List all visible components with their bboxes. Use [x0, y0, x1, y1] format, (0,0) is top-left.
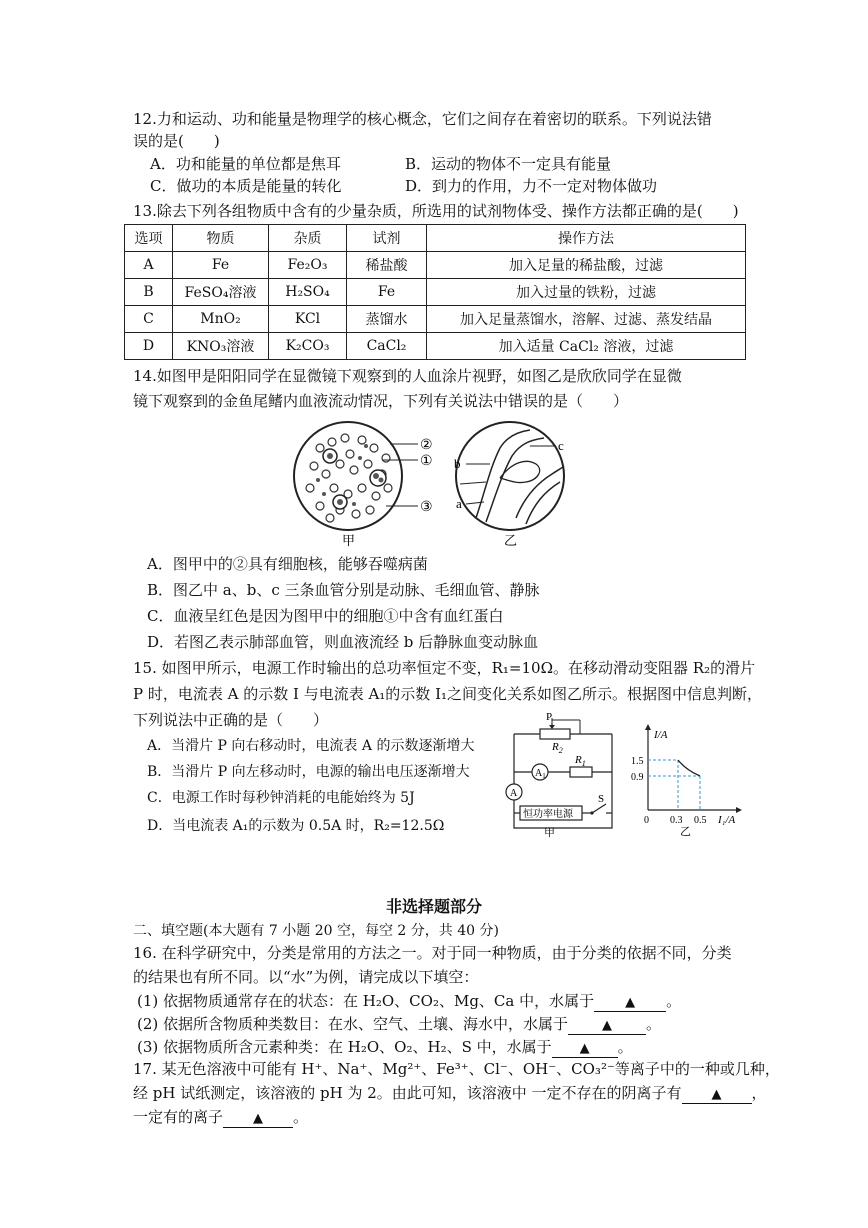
q15-graph — [628, 722, 748, 838]
q16-sub2 — [137, 1013, 661, 1035]
q12-stem-line1: 12.力和运动、功和能量是物理学的核心概念，它们之间存在着密切的联系。下列说法错 — [133, 110, 712, 128]
table-cell: Fe — [173, 252, 269, 279]
table-cell: MnO₂ — [173, 306, 269, 333]
label-s: S — [598, 793, 605, 805]
label-a: a — [456, 496, 462, 511]
label-c: c — [558, 438, 564, 453]
q15-option-b: B．当滑片 P 向左移动时，电源的输出电压逐渐增大 — [147, 764, 470, 780]
punct: 。 — [666, 992, 682, 1010]
graph-ylabel: I/A — [654, 729, 668, 741]
q14-stem-line1: 14.如图甲是阳阳同学在显微镜下观察到的人血涂片视野，如图乙是欣欣同学在显微 — [133, 367, 682, 385]
table-cell: Fe₂O₃ — [269, 252, 347, 279]
q17-line1: 17. 某无色溶液中可能有 H⁺、Na⁺、Mg²⁺、Fe³⁺、Cl⁻、OH⁻、CO₃²⁻等离子中的一种或几种， — [133, 1060, 780, 1078]
section-title: 非选择题部分 — [385, 897, 482, 916]
switch-s — [592, 804, 606, 813]
q14-option-a: A．图甲中的②具有细胞核，能够吞噬病菌 — [147, 555, 428, 573]
blood-smear-view — [294, 422, 433, 548]
table-cell: K₂CO₃ — [269, 333, 347, 360]
q14-figure — [290, 418, 590, 550]
punct: 。 — [646, 1015, 662, 1033]
answer-blank[interactable]: ▲ — [568, 1018, 646, 1035]
label-source: 恒功率电源 — [523, 809, 573, 820]
punct: 。 — [617, 1038, 633, 1056]
table-cell: CaCl₂ — [347, 333, 427, 360]
answer-blank[interactable]: ▲ — [552, 1041, 618, 1058]
punct: 。 — [293, 1108, 309, 1126]
table-cell: Fe — [347, 279, 427, 306]
graph-x-tick-2: 0.5 — [694, 815, 707, 826]
q14-option-b: B．图乙中 a、b、c 三条血管分别是动脉、毛细血管、静脉 — [147, 581, 540, 599]
answer-blank[interactable]: ▲ — [594, 995, 666, 1012]
q16-line1: 16. 在科学研究中，分类是常用的方法之一。对于同一种物质，由于分类的依据不同，分类 — [133, 944, 732, 962]
table-cell: 加入足量的稀盐酸，过滤 — [427, 252, 746, 279]
table-cell: KCl — [269, 306, 347, 333]
q14-option-d: D．若图乙表示肺部血管，则血液流经 b 后静脉血变动脉血 — [147, 633, 539, 651]
table-cell: D — [125, 333, 173, 360]
q12-option-b: B．运动的物体不一定具有能量 — [405, 155, 612, 173]
graph-x-tick-1: 0.3 — [670, 815, 683, 826]
label-circle-1: ① — [420, 454, 433, 469]
label-a1: $A_1$ — [535, 768, 546, 780]
punct: ， — [751, 1084, 767, 1102]
q12-option-d: D．到力的作用，力不一定对物体做功 — [405, 177, 658, 195]
header-cell: 选项 — [125, 225, 173, 252]
graph-x-tick-0: 0 — [644, 815, 649, 826]
table-cell: 加入足量蒸馏水，溶解、过滤、蒸发结晶 — [427, 306, 746, 333]
q15-option-d: D．当电流表 A₁的示数为 0.5A 时，R₂=12.5Ω — [147, 818, 445, 834]
q15-stem-line1: 15. 如图甲所示，电源工作时输出的总功率恒定不变，R₁=10Ω。在移动滑动变阻器 R₂的滑片 — [133, 659, 756, 677]
resistor-r2 — [540, 729, 570, 739]
label-slider-p: P — [546, 711, 553, 723]
q17-line2 — [133, 1082, 767, 1104]
q15-option-c: C．电源工作时每秒钟消耗的电能始终为 5J — [147, 790, 415, 806]
header-cell: 试剂 — [347, 225, 427, 252]
table-cell: 稀盐酸 — [347, 252, 427, 279]
q15-option-a: A．当滑片 P 向右移动时，电流表 A 的示数逐渐增大 — [147, 738, 475, 754]
part2-header: 二、填空题(本大题有 7 小题 20 空，每空 2 分，共 40 分) — [133, 923, 499, 939]
table-header-row — [125, 225, 746, 252]
q14-option-c: C．血液呈红色是因为图甲中的细胞①中含有血红蛋白 — [147, 607, 504, 625]
q16-sub3-text: (3) 依据物质所含元素种类：在 H₂O、O₂、H₂、S 中，水属于 — [137, 1038, 552, 1056]
table-cell: 蒸馏水 — [347, 306, 427, 333]
table-row — [125, 306, 746, 333]
q15-circuit-diagram — [500, 710, 628, 838]
graph-yi: 乙 — [680, 826, 691, 838]
q12-stem-line2: 误的是( ) — [133, 132, 220, 150]
label-circle-2: ② — [420, 438, 433, 453]
q15-stem-line2: P 时，电流表 A 的示数 I 与电流表 A₁的示数 I₁之间变化关系如图乙所示。根据图中信息判断， — [133, 685, 763, 703]
table-cell: KNO₃溶液 — [173, 333, 269, 360]
q12-option-c: C．做功的本质是能量的转化 — [150, 177, 342, 195]
q16-sub3 — [137, 1036, 633, 1058]
table-cell: B — [125, 279, 173, 306]
table-row — [125, 279, 746, 306]
label-b: b — [454, 456, 461, 471]
graph-y-tick-1: 1.5 — [631, 756, 644, 767]
table-cell: H₂SO₄ — [269, 279, 347, 306]
q15-stem-line3: 下列说法中正确的是（ ） — [133, 711, 329, 729]
graph-xlabel: I₁/A — [718, 814, 736, 826]
table-row — [125, 252, 746, 279]
table-cell: FeSO₄溶液 — [173, 279, 269, 306]
header-cell: 物质 — [173, 225, 269, 252]
table-cell: A — [125, 252, 173, 279]
graph-curve — [678, 760, 700, 776]
label-jia: 甲 — [342, 533, 356, 548]
label-jia: 甲 — [544, 827, 555, 838]
answer-blank[interactable]: ▲ — [682, 1087, 752, 1104]
q12-option-a: A．功和能量的单位都是焦耳 — [150, 155, 341, 173]
table-row — [125, 333, 746, 360]
q13-table — [124, 224, 746, 360]
header-cell: 杂质 — [269, 225, 347, 252]
label-r2: $R_2$ — [552, 741, 563, 755]
label-a: A — [510, 788, 518, 799]
fish-fin-vessel-view — [454, 422, 564, 548]
q13-stem: 13.除去下列各组物质中含有的少量杂质，所选用的试剂物体受、操作方法都正确的是( ) — [133, 202, 739, 220]
table-cell: 加入过量的铁粉，过滤 — [427, 279, 746, 306]
q17-line2-text: 经 pH 试纸测定，该溶液的 pH 为 2。由此可知，该溶液中 一定不存在的阴离子有 — [133, 1084, 682, 1102]
table-cell: C — [125, 306, 173, 333]
q16-line2: 的结果也有所不同。以“水”为例，请完成以下填空： — [133, 968, 479, 986]
table-cell: 加入适量 CaCl₂ 溶液，过滤 — [427, 333, 746, 360]
q16-sub1 — [137, 990, 681, 1012]
q17-line3-text: 一定有的离子 — [133, 1108, 224, 1126]
answer-blank[interactable]: ▲ — [223, 1111, 293, 1128]
label-yi: 乙 — [504, 533, 518, 548]
q17-line3 — [133, 1106, 308, 1128]
label-r1: $R_1$ — [575, 754, 586, 768]
resistor-r1 — [570, 767, 592, 777]
q14-stem-line2: 镜下观察到的金鱼尾鳍内血液流动情况，下列有关说法中错误的是（ ） — [133, 392, 629, 410]
label-circle-3: ③ — [420, 500, 433, 515]
q16-sub1-text: (1) 依据物质通常存在的状态：在 H₂O、CO₂、Mg、Ca 中，水属于 — [137, 992, 595, 1010]
graph-y-tick-2: 0.9 — [631, 772, 644, 783]
q16-sub2-text: (2) 依据所含物质种类数目：在水、空气、土壤、海水中，水属于 — [137, 1015, 569, 1033]
header-cell: 操作方法 — [427, 225, 746, 252]
